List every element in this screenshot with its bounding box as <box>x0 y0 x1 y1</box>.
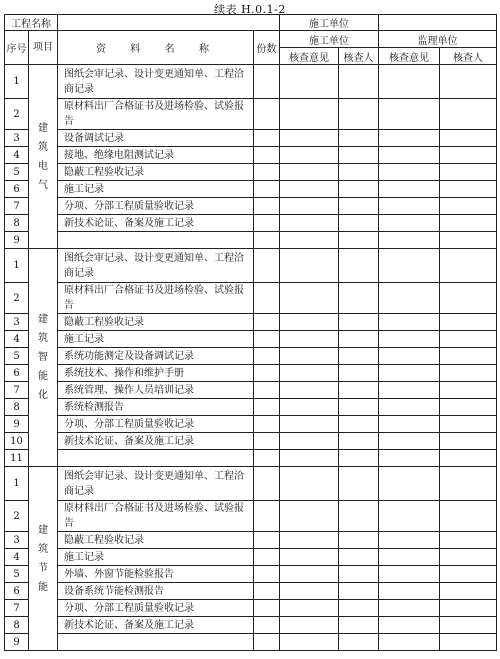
supervision-checker-cell[interactable] <box>440 147 497 164</box>
copies-cell[interactable] <box>254 416 280 433</box>
supervision-checker-cell[interactable] <box>440 283 497 314</box>
construction-checker-cell[interactable] <box>339 583 379 600</box>
row-number: 9 <box>5 232 29 249</box>
row-number: 8 <box>5 617 29 634</box>
table-row <box>5 147 497 164</box>
row-number: 4 <box>5 147 29 164</box>
header-construction-group: 施工单位 <box>280 31 379 48</box>
construction-opinion-cell[interactable] <box>280 283 339 314</box>
supervision-checker-cell[interactable] <box>440 433 497 450</box>
copies-cell[interactable] <box>254 501 280 532</box>
row-number: 6 <box>5 583 29 600</box>
supervision-opinion-cell[interactable] <box>379 549 440 566</box>
row-number: 10 <box>5 433 29 450</box>
table-row <box>5 583 497 600</box>
section-category-text: 建筑智能化 <box>38 314 48 401</box>
supervision-checker-cell[interactable] <box>440 215 497 232</box>
supervision-checker-cell[interactable] <box>440 467 497 501</box>
document-item: 分项、分部工程质量验收记录 <box>58 416 254 433</box>
table-row <box>5 399 497 416</box>
construction-checker-cell[interactable] <box>339 198 379 215</box>
construction-checker-cell[interactable] <box>339 416 379 433</box>
copies-cell[interactable] <box>254 249 280 283</box>
supervision-checker-cell[interactable] <box>440 382 497 399</box>
construction-opinion-cell[interactable] <box>280 365 339 382</box>
header-check-opinion-supervision: 核查意见 <box>379 48 440 65</box>
copies-cell[interactable] <box>254 600 280 617</box>
row-number: 8 <box>5 399 29 416</box>
copies-cell[interactable] <box>254 348 280 365</box>
copies-cell[interactable] <box>254 65 280 99</box>
header-item-text: 项目 <box>33 42 53 53</box>
construction-opinion-cell[interactable] <box>280 399 339 416</box>
header-supervision-group: 监理单位 <box>379 31 497 48</box>
table-row <box>5 382 497 399</box>
construction-checker-cell[interactable] <box>339 634 379 651</box>
document-item: 设备系统节能检测报告 <box>58 583 254 600</box>
row-number: 2 <box>5 99 29 130</box>
table-row <box>5 164 497 181</box>
supervision-checker-cell[interactable] <box>440 99 497 130</box>
copies-cell[interactable] <box>254 382 280 399</box>
construction-opinion-cell[interactable] <box>280 501 339 532</box>
supervision-opinion-cell[interactable] <box>379 467 440 501</box>
row-number: 2 <box>5 501 29 532</box>
construction-opinion-cell[interactable] <box>280 249 339 283</box>
copies-cell[interactable] <box>254 467 280 501</box>
document-item: 分项、分部工程质量验收记录 <box>58 600 254 617</box>
header-checker-supervision: 核查人 <box>440 48 497 65</box>
row-number: 9 <box>5 634 29 651</box>
document-item: 隐蔽工程验收记录 <box>58 532 254 549</box>
supervision-opinion-cell[interactable] <box>379 416 440 433</box>
copies-cell[interactable] <box>254 532 280 549</box>
supervision-checker-cell[interactable] <box>440 617 497 634</box>
document-item: 新技术论证、备案及施工记录 <box>58 215 254 232</box>
supervision-opinion-cell[interactable] <box>379 382 440 399</box>
header-checker-construction: 核查人 <box>339 48 379 65</box>
table-row <box>5 348 497 365</box>
copies-cell[interactable] <box>254 634 280 651</box>
header-row-1 <box>5 31 497 48</box>
construction-opinion-cell[interactable] <box>280 314 339 331</box>
section-category <box>29 65 58 249</box>
supervision-opinion-cell[interactable] <box>379 181 440 198</box>
supervision-checker-cell[interactable] <box>440 634 497 651</box>
document-item: 施工记录 <box>58 181 254 198</box>
construction-checker-cell[interactable] <box>339 348 379 365</box>
construction-checker-cell[interactable] <box>339 382 379 399</box>
table-row <box>5 617 497 634</box>
supervision-opinion-cell[interactable] <box>379 331 440 348</box>
document-item: 外墙、外窗节能检验报告 <box>58 566 254 583</box>
supervision-opinion-cell[interactable] <box>379 249 440 283</box>
supervision-checker-cell[interactable] <box>440 198 497 215</box>
document-item: 设备调试记录 <box>58 130 254 147</box>
copies-cell[interactable] <box>254 583 280 600</box>
supervision-opinion-cell[interactable] <box>379 433 440 450</box>
document-item: 隐蔽工程验收记录 <box>58 314 254 331</box>
row-number: 1 <box>5 249 29 283</box>
row-number: 1 <box>5 65 29 99</box>
copies-cell[interactable] <box>254 617 280 634</box>
construction-opinion-cell[interactable] <box>280 232 339 249</box>
document-item: 新技术论证、备案及施工记录 <box>58 433 254 450</box>
document-item <box>58 450 254 467</box>
construction-checker-cell[interactable] <box>339 532 379 549</box>
document-item: 原材料出厂合格证书及进场检验、试验报告 <box>58 501 254 532</box>
table-row <box>5 283 497 314</box>
construction-checker-cell[interactable] <box>339 249 379 283</box>
document-item: 原材料出厂合格证书及进场检验、试验报告 <box>58 283 254 314</box>
supervision-opinion-cell[interactable] <box>379 583 440 600</box>
document-item: 图纸会审记录、设计变更通知单、工程洽商记录 <box>58 65 254 99</box>
section-category-text: 建筑节能 <box>38 524 48 593</box>
row-number: 6 <box>5 365 29 382</box>
construction-checker-cell[interactable] <box>339 501 379 532</box>
row-number: 5 <box>5 566 29 583</box>
supervision-opinion-cell[interactable] <box>379 566 440 583</box>
copies-cell[interactable] <box>254 549 280 566</box>
construction-checker-cell[interactable] <box>339 549 379 566</box>
supervision-opinion-cell[interactable] <box>379 99 440 130</box>
supervision-opinion-cell[interactable] <box>379 365 440 382</box>
document-item: 系统检测报告 <box>58 399 254 416</box>
construction-checker-cell[interactable] <box>339 283 379 314</box>
project-name-label: 工程名称 <box>5 15 58 31</box>
table-row <box>5 532 497 549</box>
copies-cell[interactable] <box>254 181 280 198</box>
supervision-checker-cell[interactable] <box>440 501 497 532</box>
construction-opinion-cell[interactable] <box>280 566 339 583</box>
construction-checker-cell[interactable] <box>339 399 379 416</box>
table-row <box>5 215 497 232</box>
document-item: 图纸会审记录、设计变更通知单、工程洽商记录 <box>58 249 254 283</box>
row-number: 7 <box>5 198 29 215</box>
supervision-opinion-cell[interactable] <box>379 164 440 181</box>
construction-unit-value <box>379 15 497 31</box>
table-row <box>5 99 497 130</box>
document-item <box>58 232 254 249</box>
project-info-row <box>5 15 497 31</box>
construction-checker-cell[interactable] <box>339 365 379 382</box>
supervision-checker-cell[interactable] <box>440 416 497 433</box>
construction-checker-cell[interactable] <box>339 600 379 617</box>
table-row <box>5 549 497 566</box>
table-row <box>5 232 497 249</box>
supervision-checker-cell[interactable] <box>440 365 497 382</box>
row-number: 5 <box>5 348 29 365</box>
table-row <box>5 331 497 348</box>
row-number: 2 <box>5 283 29 314</box>
supervision-checker-cell[interactable] <box>440 566 497 583</box>
construction-opinion-cell[interactable] <box>280 382 339 399</box>
supervision-opinion-cell[interactable] <box>379 232 440 249</box>
construction-opinion-cell[interactable] <box>280 65 339 99</box>
copies-cell[interactable] <box>254 198 280 215</box>
supervision-checker-cell[interactable] <box>440 130 497 147</box>
construction-opinion-cell[interactable] <box>280 583 339 600</box>
supervision-opinion-cell[interactable] <box>379 450 440 467</box>
construction-checker-cell[interactable] <box>339 331 379 348</box>
table-row <box>5 65 497 99</box>
document-item: 图纸会审记录、设计变更通知单、工程洽商记录 <box>58 467 254 501</box>
document-check-table <box>4 14 497 651</box>
supervision-opinion-cell[interactable] <box>379 532 440 549</box>
document-item: 系统技术、操作和维护手册 <box>58 365 254 382</box>
supervision-opinion-cell[interactable] <box>379 65 440 99</box>
construction-opinion-cell[interactable] <box>280 99 339 130</box>
construction-opinion-cell[interactable] <box>280 348 339 365</box>
row-number: 3 <box>5 532 29 549</box>
construction-checker-cell[interactable] <box>339 566 379 583</box>
supervision-opinion-cell[interactable] <box>379 215 440 232</box>
table-row <box>5 467 497 501</box>
section-category-text: 建筑电气 <box>38 122 48 191</box>
supervision-opinion-cell[interactable] <box>379 283 440 314</box>
supervision-checker-cell[interactable] <box>440 181 497 198</box>
table-row <box>5 365 497 382</box>
supervision-checker-cell[interactable] <box>440 232 497 249</box>
supervision-checker-cell[interactable] <box>440 249 497 283</box>
supervision-opinion-cell[interactable] <box>379 130 440 147</box>
project-name-value <box>58 15 280 31</box>
copies-cell[interactable] <box>254 130 280 147</box>
construction-opinion-cell[interactable] <box>280 549 339 566</box>
construction-checker-cell[interactable] <box>339 617 379 634</box>
row-number: 4 <box>5 331 29 348</box>
construction-checker-cell[interactable] <box>339 215 379 232</box>
document-item: 隐蔽工程验收记录 <box>58 164 254 181</box>
table-title: 续表 H.0.1-2 <box>214 3 286 16</box>
supervision-checker-cell[interactable] <box>440 164 497 181</box>
supervision-opinion-cell[interactable] <box>379 147 440 164</box>
supervision-opinion-cell[interactable] <box>379 399 440 416</box>
document-item: 原材料出厂合格证书及进场检验、试验报告 <box>58 99 254 130</box>
construction-checker-cell[interactable] <box>339 65 379 99</box>
row-number: 7 <box>5 382 29 399</box>
table-row <box>5 416 497 433</box>
construction-checker-cell[interactable] <box>339 99 379 130</box>
supervision-checker-cell[interactable] <box>440 532 497 549</box>
copies-cell[interactable] <box>254 283 280 314</box>
header-document-name-text: 资 料 名 称 <box>95 44 216 55</box>
row-number: 4 <box>5 549 29 566</box>
header-item <box>29 31 58 65</box>
table-row <box>5 566 497 583</box>
construction-checker-cell[interactable] <box>339 147 379 164</box>
supervision-opinion-cell[interactable] <box>379 314 440 331</box>
supervision-checker-cell[interactable] <box>440 399 497 416</box>
construction-checker-cell[interactable] <box>339 164 379 181</box>
document-item: 新技术论证、备案及施工记录 <box>58 617 254 634</box>
table-row <box>5 198 497 215</box>
construction-checker-cell[interactable] <box>339 181 379 198</box>
supervision-opinion-cell[interactable] <box>379 501 440 532</box>
construction-opinion-cell[interactable] <box>280 600 339 617</box>
copies-cell[interactable] <box>254 164 280 181</box>
copies-cell[interactable] <box>254 566 280 583</box>
construction-opinion-cell[interactable] <box>280 617 339 634</box>
copies-cell[interactable] <box>254 399 280 416</box>
document-item: 施工记录 <box>58 549 254 566</box>
supervision-opinion-cell[interactable] <box>379 600 440 617</box>
copies-cell[interactable] <box>254 232 280 249</box>
supervision-checker-cell[interactable] <box>440 450 497 467</box>
construction-opinion-cell[interactable] <box>280 181 339 198</box>
construction-opinion-cell[interactable] <box>280 164 339 181</box>
table-row <box>5 314 497 331</box>
supervision-checker-cell[interactable] <box>440 331 497 348</box>
document-item: 系统功能测定及设备调试记录 <box>58 348 254 365</box>
document-item: 系统管理、操作人员培训记录 <box>58 382 254 399</box>
construction-opinion-cell[interactable] <box>280 416 339 433</box>
row-number: 11 <box>5 450 29 467</box>
document-item: 施工记录 <box>58 331 254 348</box>
row-number: 7 <box>5 600 29 617</box>
row-number: 8 <box>5 215 29 232</box>
row-number: 3 <box>5 314 29 331</box>
document-item: 分项、分部工程质量验收记录 <box>58 198 254 215</box>
construction-opinion-cell[interactable] <box>280 130 339 147</box>
table-row <box>5 501 497 532</box>
table-row <box>5 450 497 467</box>
construction-opinion-cell[interactable] <box>280 450 339 467</box>
row-number: 5 <box>5 164 29 181</box>
supervision-opinion-cell[interactable] <box>379 198 440 215</box>
table-row <box>5 181 497 198</box>
table-row <box>5 433 497 450</box>
section-category <box>29 249 58 467</box>
supervision-opinion-cell[interactable] <box>379 348 440 365</box>
construction-checker-cell[interactable] <box>339 450 379 467</box>
section-category <box>29 467 58 651</box>
table-row <box>5 130 497 147</box>
table-row <box>5 600 497 617</box>
copies-cell[interactable] <box>254 433 280 450</box>
header-document-name <box>58 31 254 65</box>
table-row <box>5 634 497 651</box>
construction-opinion-cell[interactable] <box>280 198 339 215</box>
construction-unit-label: 施工单位 <box>280 15 379 31</box>
supervision-checker-cell[interactable] <box>440 348 497 365</box>
construction-checker-cell[interactable] <box>339 314 379 331</box>
construction-opinion-cell[interactable] <box>280 215 339 232</box>
row-number: 1 <box>5 467 29 501</box>
construction-checker-cell[interactable] <box>339 467 379 501</box>
row-number: 6 <box>5 181 29 198</box>
construction-checker-cell[interactable] <box>339 433 379 450</box>
construction-opinion-cell[interactable] <box>280 532 339 549</box>
copies-cell[interactable] <box>254 314 280 331</box>
copies-cell[interactable] <box>254 147 280 164</box>
supervision-opinion-cell[interactable] <box>379 617 440 634</box>
supervision-checker-cell[interactable] <box>440 65 497 99</box>
construction-checker-cell[interactable] <box>339 130 379 147</box>
copies-cell[interactable] <box>254 215 280 232</box>
header-check-opinion-construction: 核查意见 <box>280 48 339 65</box>
construction-checker-cell[interactable] <box>339 232 379 249</box>
construction-opinion-cell[interactable] <box>280 467 339 501</box>
row-number: 9 <box>5 416 29 433</box>
supervision-checker-cell[interactable] <box>440 549 497 566</box>
header-copies: 份数 <box>254 31 280 65</box>
construction-opinion-cell[interactable] <box>280 331 339 348</box>
copies-cell[interactable] <box>254 99 280 130</box>
table-row <box>5 249 497 283</box>
copies-cell[interactable] <box>254 450 280 467</box>
header-no: 序号 <box>5 31 29 65</box>
supervision-opinion-cell[interactable] <box>379 634 440 651</box>
supervision-checker-cell[interactable] <box>440 600 497 617</box>
construction-opinion-cell[interactable] <box>280 147 339 164</box>
document-item <box>58 634 254 651</box>
copies-cell[interactable] <box>254 365 280 382</box>
document-item: 接地、绝缘电阻测试记录 <box>58 147 254 164</box>
construction-opinion-cell[interactable] <box>280 634 339 651</box>
copies-cell[interactable] <box>254 331 280 348</box>
construction-opinion-cell[interactable] <box>280 433 339 450</box>
row-number: 3 <box>5 130 29 147</box>
supervision-checker-cell[interactable] <box>440 314 497 331</box>
supervision-checker-cell[interactable] <box>440 583 497 600</box>
